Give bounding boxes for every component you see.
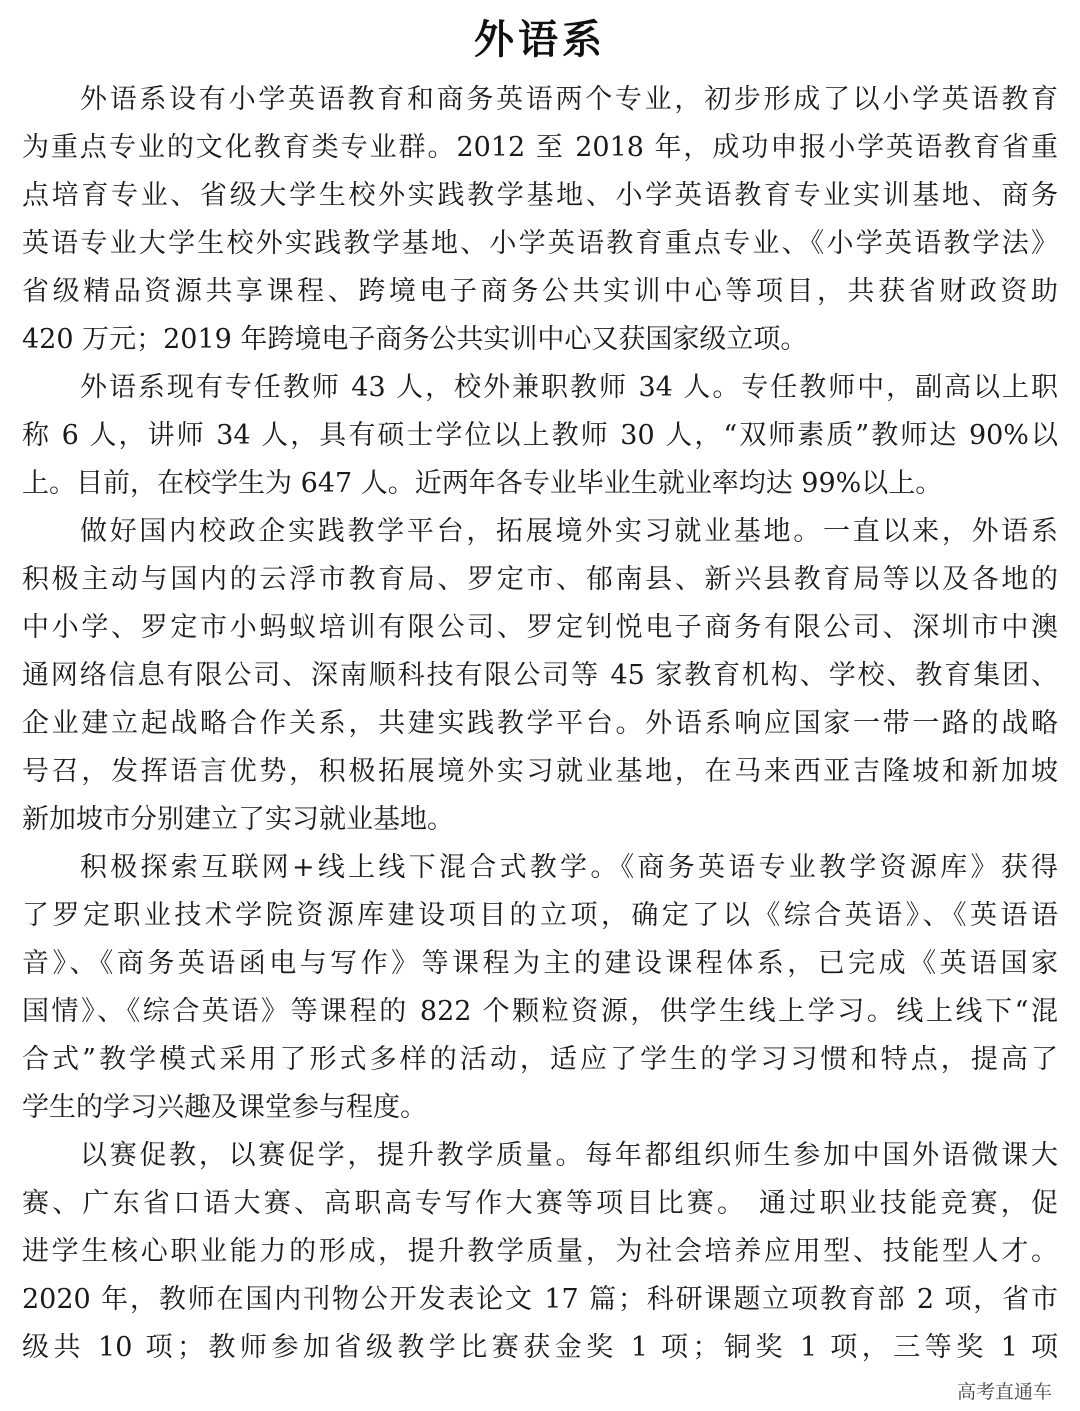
text-line: 2020 年，教师在国内刊物公开发表论文 17 篇；科研课题立项教育部 2 项，省市 [22, 1284, 1058, 1315]
text-line: 赛、广东省口语大赛、高职高专写作大赛等项目比赛。 通过职业技能竞赛，促 [22, 1188, 1058, 1219]
text-line: 学生的学习兴趣及课堂参与程度。 [22, 1092, 427, 1123]
document-body [22, 76, 1058, 1372]
text-line: 省级精品资源共享课程、跨境电子商务公共实训中心等项目，共获省财政资助 [22, 276, 1058, 307]
text-line: 音》、《商务英语函电与写作》等课程为主的建设课程体系，已完成《英语国家 [22, 948, 1058, 979]
text-line: 英语专业大学生校外实践教学基地、小学英语教育重点专业、《小学英语教学法》 [22, 228, 1058, 259]
text-line: 上。目前，在校学生为 647 人。近两年各专业毕业生就业率均达 99%以上。 [22, 468, 943, 499]
text-line: 新加坡市分别建立了实习就业基地。 [22, 804, 454, 835]
text-line: 外语系设有小学英语教育和商务英语两个专业，初步形成了以小学英语教育 [80, 84, 1058, 115]
paragraph [22, 844, 1058, 1132]
text-line: 点培育专业、省级大学生校外实践教学基地、小学英语教育专业实训基地、商务 [22, 180, 1058, 211]
text-line: 通网络信息有限公司、深南顺科技有限公司等 45 家教育机构、学校、教育集团、 [22, 660, 1058, 691]
text-line: 外语系现有专任教师 43 人，校外兼职教师 34 人。专任教师中，副高以上职 [80, 372, 1058, 403]
text-line: 积极探索互联网+线上线下混合式教学。《商务英语专业教学资源库》获得 [80, 852, 1058, 883]
text-line: 积极主动与国内的云浮市教育局、罗定市、郁南县、新兴县教育局等以及各地的 [22, 564, 1058, 595]
page-title: 外语系 [474, 17, 606, 63]
text-line: 进学生核心职业能力的形成，提升教学质量，为社会培养应用型、技能型人才。 [22, 1236, 1058, 1267]
paragraph [22, 364, 1058, 508]
text-line: 企业建立起战略合作关系，共建实践教学平台。外语系响应国家一带一路的战略 [22, 708, 1058, 739]
text-line: 为重点专业的文化教育类专业群。2012 至 2018 年，成功申报小学英语教育省重 [22, 132, 1058, 163]
text-line: 以赛促教，以赛促学，提升教学质量。每年都组织师生参加中国外语微课大 [80, 1140, 1058, 1171]
text-line: 做好国内校政企实践教学平台，拓展境外实习就业基地。一直以来，外语系 [80, 516, 1058, 547]
text-line: 了罗定职业技术学院资源库建设项目的立项，确定了以《综合英语》、《英语语 [22, 900, 1058, 931]
text-line: 级共 10 项；教师参加省级教学比赛获金奖 1 项；铜奖 1 项，三等奖 1 项 [22, 1332, 1058, 1363]
text-line: 称 6 人，讲师 34 人，具有硕士学位以上教师 30 人，“双师素质”教师达 90%以 [22, 420, 1058, 451]
text-line: 中小学、罗定市小蚂蚁培训有限公司、罗定钊悦电子商务有限公司、深圳市中澳 [22, 612, 1058, 643]
paragraph [22, 1132, 1058, 1372]
text-line: 合式”教学模式采用了形式多样的活动，适应了学生的学习习惯和特点，提高了 [22, 1044, 1058, 1075]
text-line: 420 万元；2019 年跨境电子商务公共实训中心又获国家级立项。 [22, 324, 808, 355]
watermark: 高考直通车 [956, 1381, 1052, 1403]
text-line: 号召，发挥语言优势，积极拓展境外实习就业基地，在马来西亚吉隆坡和新加坡 [22, 756, 1058, 787]
text-line: 国情》、《综合英语》等课程的 822 个颗粒资源，供学生线上学习。线上线下“混 [22, 996, 1058, 1027]
paragraph [22, 508, 1058, 844]
paragraph [22, 76, 1058, 364]
